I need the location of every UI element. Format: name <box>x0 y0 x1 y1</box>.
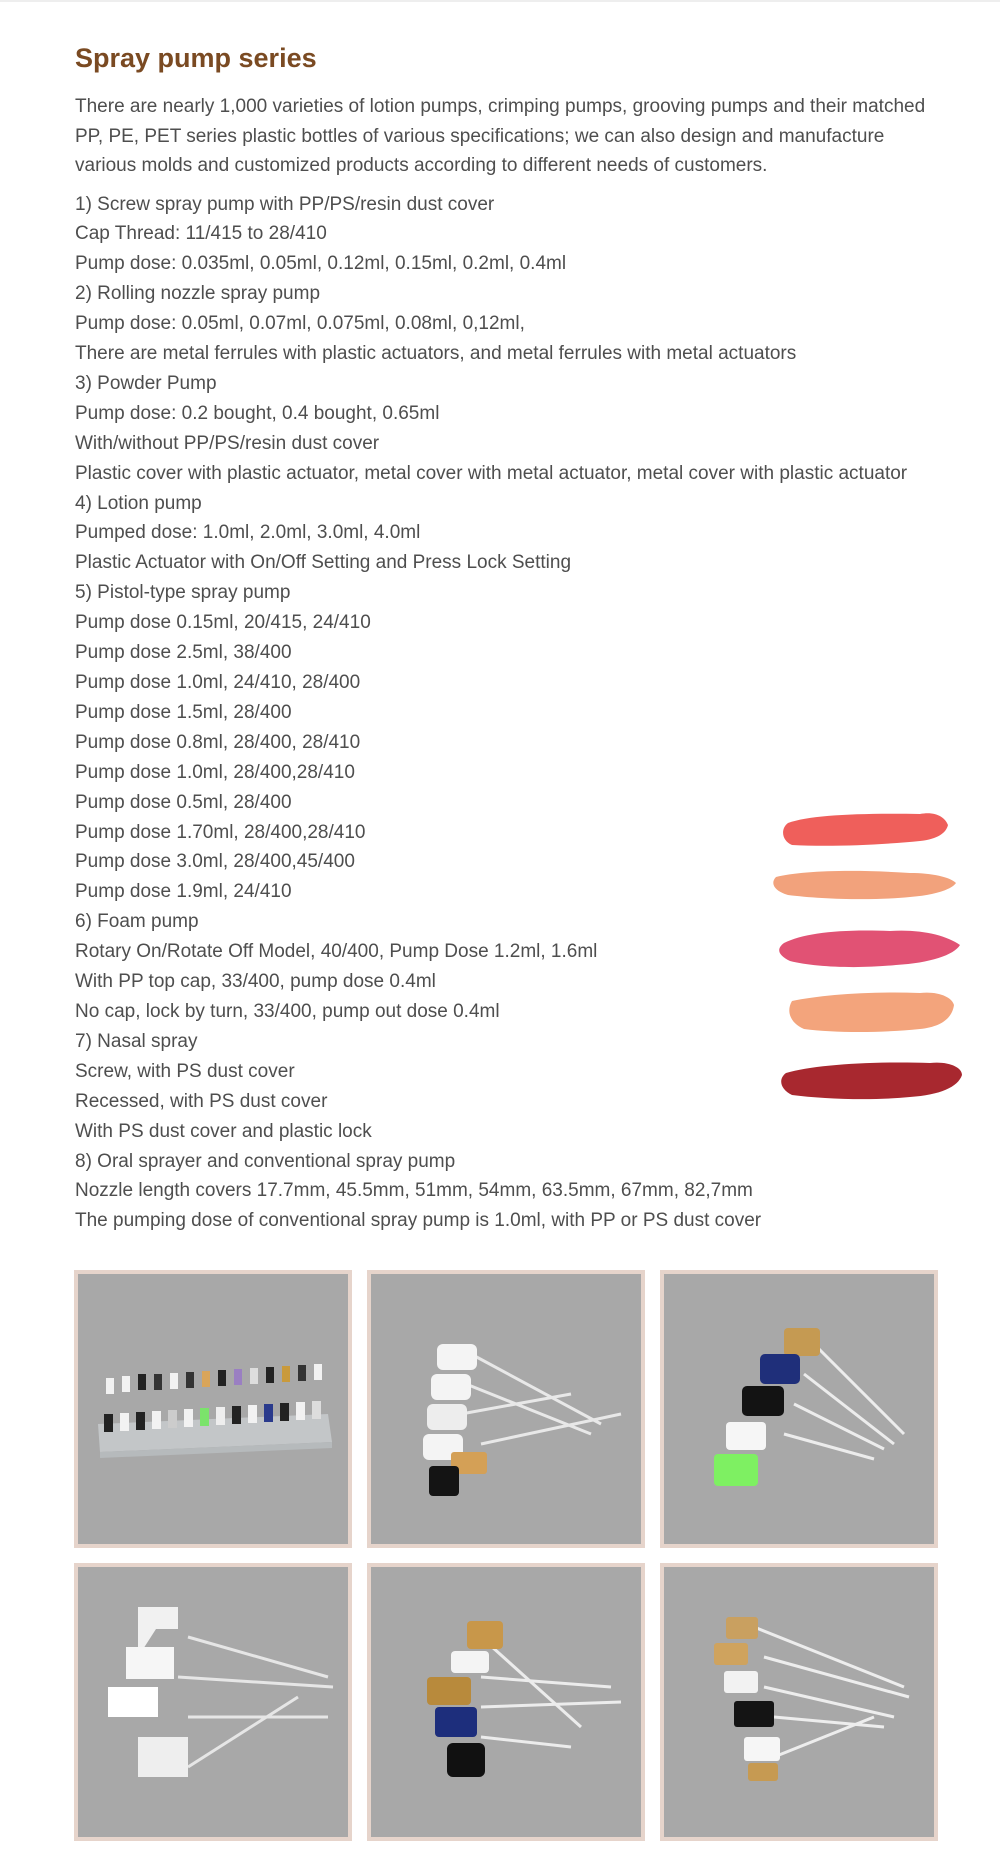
mist-spray-pumps-illustration <box>371 1567 641 1837</box>
spec-line: Pumped dose: 1.0ml, 2.0ml, 3.0ml, 4.0ml <box>75 522 421 544</box>
spec-line: Rotary On/Rotate Off Model, 40/400, Pump Dose 1.2ml, 1.6ml <box>75 941 598 963</box>
spec-line: 8) Oral sprayer and conventional spray pump <box>75 1150 456 1172</box>
spec-line: Pump dose 0.8ml, 28/400, 28/410 <box>75 731 361 753</box>
spec-line: Pump dose 0.5ml, 28/400 <box>75 791 292 813</box>
spray-pump-rack-illustration <box>78 1274 348 1544</box>
spec-line: Pump dose 1.9ml, 24/410 <box>75 881 292 903</box>
spec-line: Plastic cover with plastic actuator, metal cover with metal actuator, metal cover with plastic actuator <box>75 462 908 484</box>
intro-paragraph: There are nearly 1,000 varieties of lotion pumps, crimping pumps, grooving pumps and their matched PP, PE, PET series plastic bottles of various specifications; we can also design and manufacture various molds and customized products according to different needs of customers. <box>75 96 926 176</box>
spec-line: 1) Screw spray pump with PP/PS/resin dust cover <box>75 193 495 215</box>
swatch-apricot <box>789 992 954 1032</box>
spec-line: Pump dose 1.5ml, 28/400 <box>75 701 292 723</box>
spec-line: Screw, with PS dust cover <box>75 1060 295 1082</box>
spec-line: No cap, lock by turn, 33/400, pump out dose 0.4ml <box>75 1000 500 1022</box>
spec-line: 5) Pistol-type spray pump <box>75 582 291 604</box>
spec-line: Pump dose 1.70ml, 28/400,28/410 <box>75 821 366 843</box>
spec-line: Pump dose 1.0ml, 24/410, 28/400 <box>75 672 361 693</box>
swatch-coral <box>783 813 948 846</box>
spec-line: Pump dose: 0.2 bought, 0.4 bought, 0.65ml <box>75 402 440 424</box>
gallery-image-mist-pumps <box>367 1563 645 1841</box>
spec-line: The pumping dose of conventional spray pump is 1.0ml, with PP or PS dust cover <box>75 1210 762 1232</box>
spec-line: There are metal ferrules with plastic actuators, and metal ferrules with metal actuators <box>75 343 797 365</box>
spec-line: Recessed, with PS dust cover <box>75 1090 328 1112</box>
spec-line: 7) Nasal spray <box>75 1030 198 1052</box>
swatch-pink <box>779 931 960 968</box>
spec-line: 4) Lotion pump <box>75 492 202 514</box>
white-spray-pumps-illustration <box>371 1274 641 1544</box>
gallery-image-lotion-pumps <box>74 1563 352 1841</box>
swatch-peach <box>773 871 956 899</box>
spec-line: With PP top cap, 33/400, pump dose 0.4ml <box>75 971 436 993</box>
spec-line: 2) Rolling nozzle spray pump <box>75 283 321 305</box>
spec-line: 3) Powder Pump <box>75 372 217 394</box>
color-swatches <box>770 805 970 1125</box>
spec-line: Pump dose: 0.05ml, 0.07ml, 0.075ml, 0.08ml, 0,12ml, <box>75 313 525 335</box>
spec-line: Cap Thread: 11/415 to 28/410 <box>75 223 327 245</box>
swatch-crimson <box>781 1062 962 1099</box>
spec-line: Pump dose: 0.035ml, 0.05ml, 0.12ml, 0.15ml, 0.2ml, 0.4ml <box>75 253 567 275</box>
gallery-image-metal-pumps <box>660 1563 938 1841</box>
spec-line: Pump dose 1.0ml, 28/400,28/410 <box>75 761 355 783</box>
spec-line: Pump dose 2.5ml, 38/400 <box>75 642 292 664</box>
spec-line: Nozzle length covers 17.7mm, 45.5mm, 51mm, 54mm, 63.5mm, 67mm, 82,7mm <box>75 1180 753 1202</box>
top-divider <box>0 0 1000 2</box>
gallery-image-white-pumps <box>367 1270 645 1548</box>
spec-line: With/without PP/PS/resin dust cover <box>75 432 380 454</box>
spec-line: Plastic Actuator with On/Off Setting and Press Lock Setting <box>75 552 572 574</box>
spec-line: Pump dose 3.0ml, 28/400,45/400 <box>75 851 355 873</box>
page-title: Spray pump series <box>75 43 317 73</box>
colored-spray-pumps-illustration <box>664 1274 934 1544</box>
gallery-image-display-rack <box>74 1270 352 1548</box>
lotion-pumps-illustration <box>78 1567 348 1837</box>
product-gallery <box>74 1270 938 1840</box>
spec-line: 6) Foam pump <box>75 911 199 933</box>
metal-lotion-pumps-illustration <box>664 1567 934 1837</box>
gallery-image-colored-pumps <box>660 1270 938 1548</box>
swatch-strokes <box>770 805 970 1125</box>
spec-line: With PS dust cover and plastic lock <box>75 1120 372 1142</box>
spec-line: Pump dose 0.15ml, 20/415, 24/410 <box>75 612 371 634</box>
